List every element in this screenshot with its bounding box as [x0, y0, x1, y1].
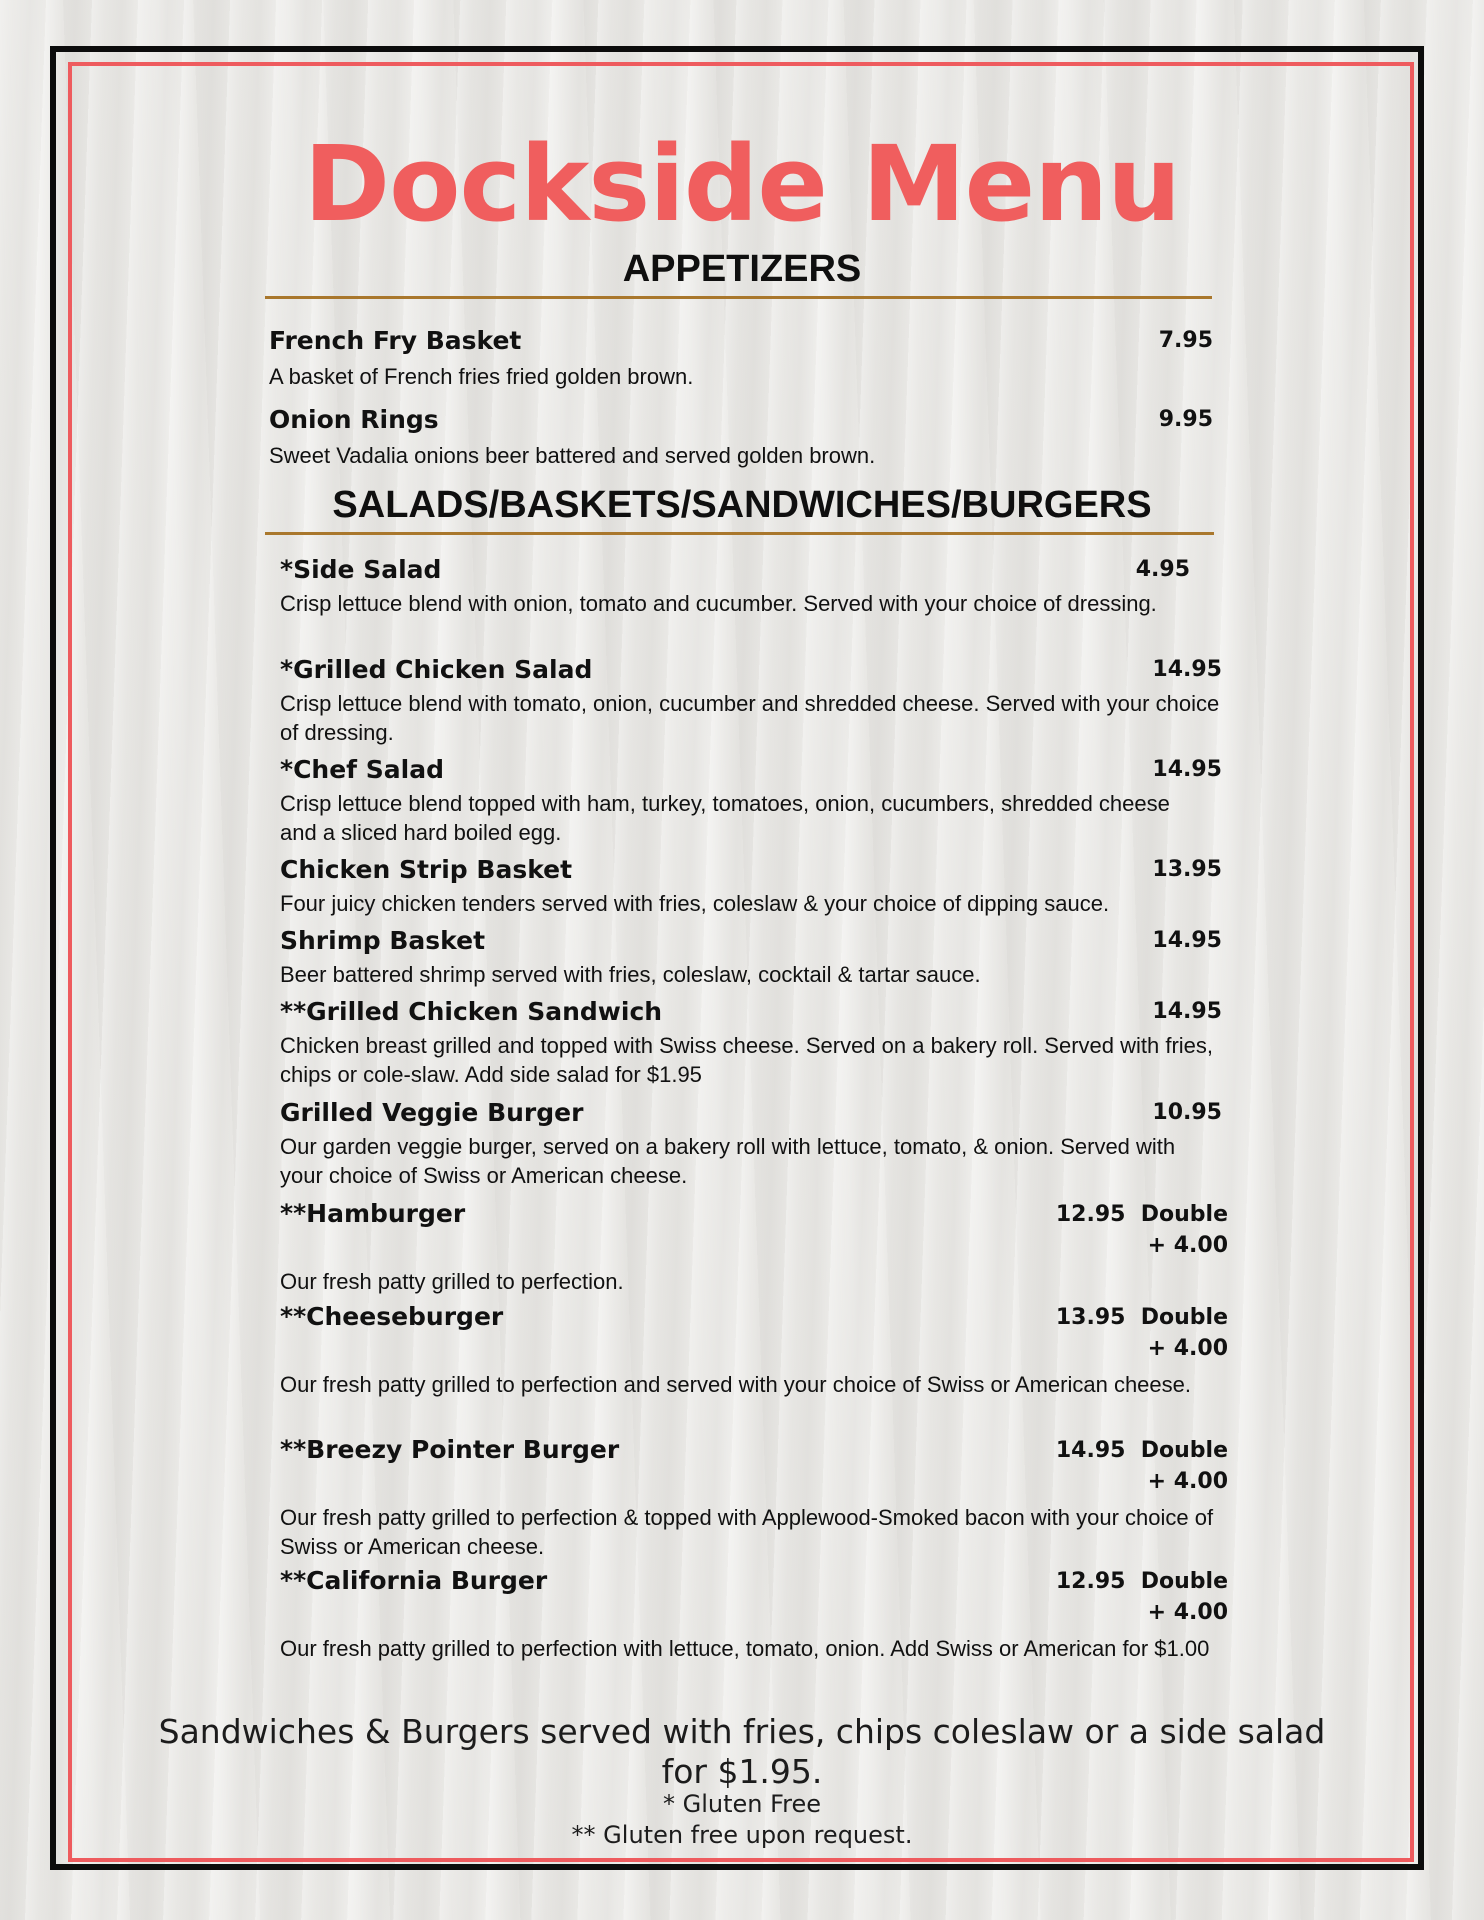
item-price-double: + 4.00: [1147, 1233, 1228, 1258]
menu-item: [280, 555, 1190, 651]
menu-item: [280, 926, 1222, 992]
item-description: Chicken breast grilled and topped with Swiss cheese. Served on a bakery roll. Served with fries, chips or cole-slaw. Add side salad for $1.95: [280, 1033, 1214, 1087]
item-price: 10.95: [1152, 1100, 1222, 1125]
item-price: 14.95: [1152, 928, 1222, 953]
menu-item: [269, 405, 1213, 471]
menu-item: [280, 855, 1222, 921]
item-name: **Breezy Pointer Burger: [280, 1435, 620, 1464]
item-description: Our fresh patty grilled to perfection & topped with Applewood-Smoked bacon with your choice of Swiss or American cheese.: [280, 1505, 1214, 1559]
item-name: French Fry Basket: [269, 326, 522, 355]
menu-item: [280, 655, 1222, 751]
item-price: 9.95: [1158, 407, 1213, 432]
item-price-main: 13.95 Double: [1055, 1305, 1228, 1330]
item-price-main: 12.95 Double: [1055, 1569, 1228, 1594]
item-description: Our fresh patty grilled to perfection with lettuce, tomato, onion. Add Swiss or American for $1.00: [280, 1636, 1210, 1661]
item-name: **Grilled Chicken Sandwich: [280, 997, 663, 1026]
item-name: *Grilled Chicken Salad: [280, 655, 593, 684]
item-price: [1056, 1566, 1228, 1628]
item-name: *Chef Salad: [280, 755, 444, 784]
item-price-main: 12.95 Double: [1055, 1202, 1228, 1227]
item-name: Grilled Veggie Burger: [280, 1098, 584, 1127]
item-description: Our garden veggie burger, served on a bakery roll with lettuce, tomato, & onion. Served with your choice of Swiss or American cheese.: [280, 1134, 1176, 1188]
item-price: 4.95: [1135, 557, 1190, 582]
item-name: Onion Rings: [269, 405, 439, 434]
item-price: 14.95: [1152, 999, 1222, 1024]
item-description: Beer battered shrimp served with fries, coleslaw, cocktail & tartar sauce.: [280, 962, 981, 987]
section-divider: [265, 532, 1214, 535]
menu-item: [280, 755, 1222, 851]
item-description: Sweet Vadalia onions beer battered and served golden brown.: [269, 443, 876, 468]
item-price: [1056, 1435, 1228, 1497]
item-price: 13.95: [1152, 857, 1222, 882]
menu-item: [269, 326, 1213, 392]
item-price: 14.95: [1152, 657, 1222, 682]
menu-item: [280, 1435, 1228, 1565]
item-price-double: + 4.00: [1147, 1336, 1228, 1361]
section-heading-mains: SALADS/BASKETS/SANDWICHES/BURGERS: [332, 484, 1152, 526]
item-name: **California Burger: [280, 1566, 548, 1595]
menu-item: [280, 1566, 1228, 1696]
item-description: Crisp lettuce blend with tomato, onion, cucumber and shredded cheese. Served with your choice of dressing.: [280, 691, 1220, 745]
menu-item: [280, 997, 1222, 1093]
item-description: A basket of French fries fried golden brown.: [269, 364, 694, 389]
item-description: Our fresh patty grilled to perfection and served with your choice of Swiss or American cheese.: [280, 1372, 1191, 1397]
sides-note: [0, 1712, 1484, 1792]
menu-item: [280, 1098, 1222, 1194]
item-price-double: + 4.00: [1147, 1600, 1228, 1625]
sides-note-text: Sandwiches & Burgers served with fries, chips coleslaw or a side salad for $1.95.: [158, 1712, 1326, 1791]
section-divider: [265, 296, 1212, 299]
item-price-main: 14.95 Double: [1055, 1438, 1228, 1463]
item-price: 7.95: [1158, 328, 1213, 353]
item-name: *Side Salad: [280, 555, 442, 584]
menu-item: [280, 1199, 1228, 1299]
item-name: Chicken Strip Basket: [280, 855, 573, 884]
item-name: **Hamburger: [280, 1199, 466, 1228]
gluten-free-note: * Gluten Free: [662, 1790, 822, 1818]
menu-item: [280, 1302, 1228, 1432]
item-description: Crisp lettuce blend with onion, tomato and cucumber. Served with your choice of dressing.: [280, 591, 1157, 616]
item-description: Our fresh patty grilled to perfection.: [280, 1269, 624, 1294]
item-price: [1056, 1302, 1228, 1364]
item-description: Four juicy chicken tenders served with fries, coleslaw & your choice of dipping sauce.: [280, 891, 1110, 916]
item-price: [1056, 1199, 1228, 1261]
menu-title: Dockside Menu: [303, 123, 1181, 245]
item-name: Shrimp Basket: [280, 926, 486, 955]
item-name: **Cheeseburger: [280, 1302, 504, 1331]
item-price: 14.95: [1152, 757, 1222, 782]
item-price-double: + 4.00: [1147, 1469, 1228, 1494]
gluten-free-request-note: ** Gluten free upon request.: [571, 1821, 913, 1849]
item-description: Crisp lettuce blend topped with ham, turkey, tomatoes, onion, cucumbers, shredded cheese and a sliced hard boiled egg.: [280, 791, 1170, 845]
section-heading-appetizers: APPETIZERS: [622, 248, 862, 290]
